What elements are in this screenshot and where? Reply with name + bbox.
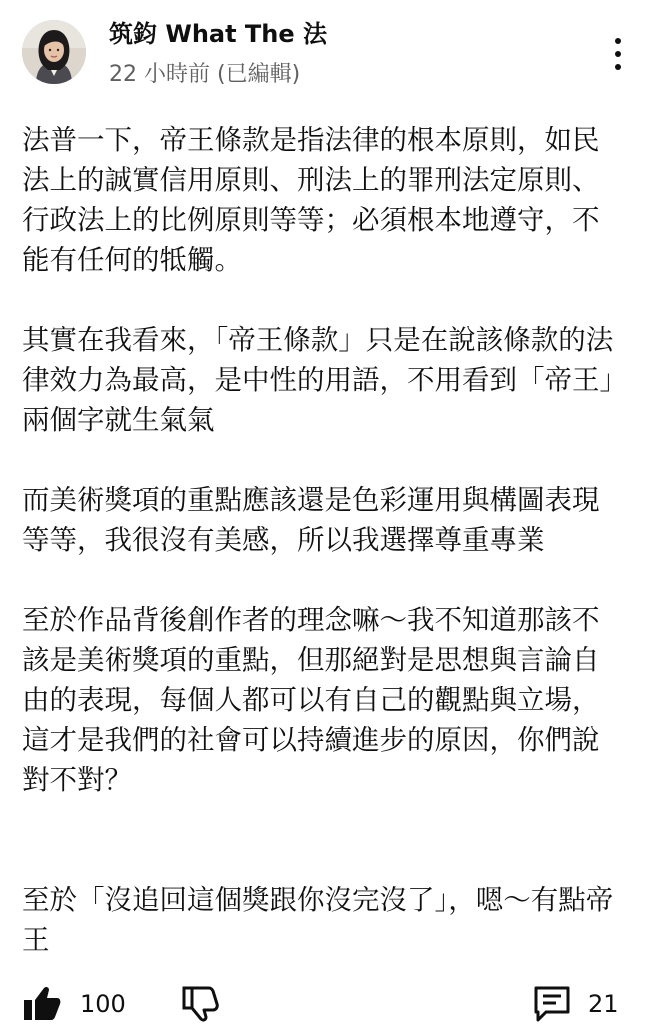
- paragraph-gap: [22, 800, 622, 880]
- thumb-down-outline-icon: [180, 986, 220, 1022]
- comment-paragraph: 至於「沒追回這個獎跟你沒完沒了」，嗯～有點帝王: [22, 884, 614, 956]
- author-name[interactable]: 筑鈞 What The 法: [109, 20, 328, 48]
- comment-paragraph: 其實在我看來，「帝王條款」只是在說該條款的法律效力為最高，是中性的用語，不用看到「帝王」兩個字就生氣氣: [22, 324, 614, 436]
- comment-paragraph: 至於作品背後創作者的理念嘛～我不知道那該不該是美術獎項的重點，但那絕對是思想與言論自由的表現，每個人都可以有自己的觀點與立場，這才是我們的社會可以持續進步的原因，你們說對不對？: [22, 604, 600, 796]
- comment-actions: [0, 980, 645, 1024]
- like-button[interactable]: [22, 986, 66, 1022]
- reply-button[interactable]: [532, 985, 574, 1023]
- avatar[interactable]: [22, 20, 86, 84]
- paragraph-gap: [22, 440, 622, 480]
- comment-paragraph: 法普一下，帝王條款是指法律的根本原則，如民法上的誠實信用原則、刑法上的罪刑法定原則、行政法上的比例原則等等；必須根本地遵守，不能有任何的牴觸。: [22, 124, 600, 276]
- like-count: 100: [80, 990, 126, 1018]
- comment-icon: [532, 985, 572, 1023]
- comment-paragraph: 而美術獎項的重點應該還是色彩運用與構圖表現等等，我很沒有美感，所以我選擇尊重專業: [22, 484, 600, 556]
- more-options-button[interactable]: [598, 32, 638, 76]
- more-vert-icon: [615, 38, 621, 44]
- comment-text: [22, 120, 622, 960]
- paragraph-gap: [22, 560, 622, 600]
- more-vert-icon: [615, 64, 621, 70]
- comment-header: [0, 0, 645, 100]
- more-vert-icon: [615, 51, 621, 57]
- thumb-up-filled-icon: [22, 986, 62, 1022]
- reply-count: 21: [588, 990, 619, 1018]
- dislike-button[interactable]: [180, 986, 224, 1022]
- paragraph-gap: [22, 280, 622, 320]
- avatar-icon: [22, 20, 86, 84]
- post-timestamp[interactable]: 22 小時前 (已編輯): [109, 62, 301, 87]
